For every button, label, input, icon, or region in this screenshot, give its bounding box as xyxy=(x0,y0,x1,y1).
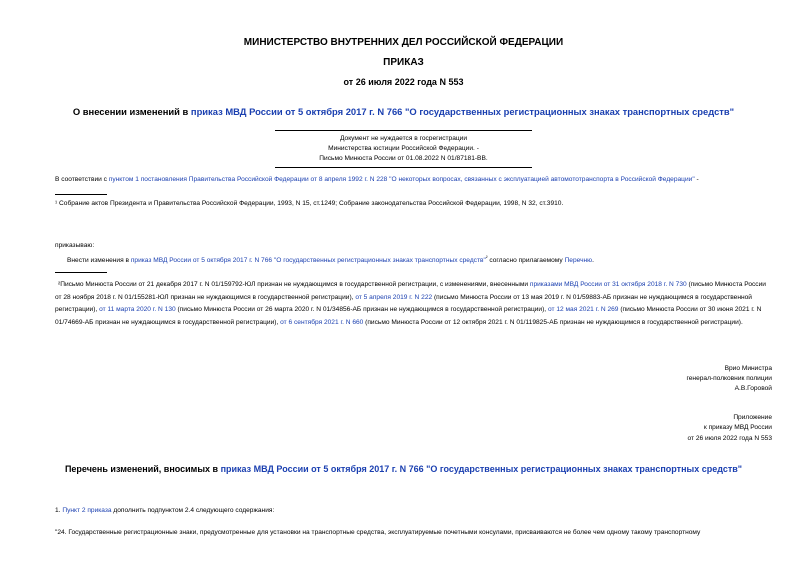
order-prefix: Внести изменения в xyxy=(67,257,131,265)
item1-link-1[interactable]: Пункт 2 xyxy=(62,507,86,514)
footnote2-text-5: (письмо Минюста России от 30 июня 2021 г. N 01/74669-АБ признан не нуждающимся в государственной регистрации), xyxy=(55,306,762,326)
appendix-ref: к приказу МВД России xyxy=(703,424,772,431)
registration-note-line-1: Документ не нуждается в госрегистрации xyxy=(339,135,468,142)
footnote2-text-4: (письмо Минюста России от 26 марта 2020 г. N 01/34856-АБ признан не нуждающимся в государственной регистрации), xyxy=(175,306,548,313)
document-title xyxy=(0,106,807,117)
order-marker: ² xyxy=(485,255,488,261)
item1-link-2[interactable]: приказа xyxy=(87,507,112,514)
document-type: ПРИКАЗ xyxy=(383,57,424,68)
signature-position: Врио Министра xyxy=(724,365,772,372)
order-middle: согласно прилагаемому xyxy=(487,257,565,265)
list-title-link[interactable]: приказ МВД России от 5 октября 2017 г. N 766 "О государственных регистрационных знаках транспортных средств" xyxy=(220,464,743,474)
registration-note-line-3: Письмо Минюста России от 01.08.2022 N 01/87181-ВВ. xyxy=(319,155,488,162)
footnote2-link-4[interactable]: от 12 мая 2021 г. N 269 xyxy=(547,306,619,313)
order-link-2[interactable]: Перечню xyxy=(564,257,593,265)
item1-suffix: дополнить подпунктом 2.4 следующего содержания: xyxy=(111,507,275,514)
footnote2-marker: ² xyxy=(58,281,61,288)
note-bottom-rule xyxy=(275,167,532,168)
signature-name: А.В.Горовой xyxy=(734,385,772,392)
order-end: . xyxy=(592,257,594,265)
signature-rank: генерал-полковник полиции xyxy=(686,375,772,382)
footnote2-rule xyxy=(55,272,107,273)
footnote1-marker: ¹ xyxy=(55,200,58,207)
note-top-rule xyxy=(275,130,532,131)
order-link-1[interactable]: приказ МВД России от 5 октября 2017 г. N 766 "О государственных регистрационных знаках транспортных средств" xyxy=(130,257,486,265)
footnote2-link-1[interactable]: приказами МВД России от 31 октября 2018 г. N 730 xyxy=(529,281,687,288)
footnote2-link-3[interactable]: от 11 марта 2020 г. N 130 xyxy=(99,306,176,313)
preamble-suffix: - xyxy=(694,176,699,183)
item1-prefix: 1. xyxy=(55,507,63,514)
list-title xyxy=(0,464,807,474)
footnote2-link-2[interactable]: от 5 апреля 2019 г. N 222 xyxy=(355,293,433,301)
ministry-heading: МИНИСТЕРСТВО ВНУТРЕННИХ ДЕЛ РОССИЙСКОЙ ФЕДЕРАЦИИ xyxy=(243,37,564,48)
list-title-prefix: Перечень изменений, вносимых в xyxy=(64,464,221,474)
item-2: "24. Государственные регистрационные знаки, предусмотренные для установки на транспортные средства, эксплуатируемые почетными консулами, присваиваются не более чем одному такому транспортному xyxy=(55,529,701,536)
title-prefix: О внесении изменений в xyxy=(72,106,191,117)
preamble xyxy=(55,175,699,185)
item-1 xyxy=(55,506,274,516)
footnote2-text-3: (письмо Минюста России от 13 мая 2019 г. N 01/59883-АБ признан не нуждающимся в государственной регистрации), xyxy=(55,293,752,313)
footnote-1 xyxy=(55,199,563,209)
preamble-link[interactable]: пунктом 1 постановления Правительства Российской Федерации от 8 апреля 1992 г. N 228 "О некоторых вопросах, связанных с эксплуатацией автомототранспорта в Российской Федерации" xyxy=(108,176,695,183)
appendix-label: Приложение xyxy=(733,414,772,421)
footnote2-text-2: (письмо Минюста России от 28 ноября 2018 г. N 01/155281-ЮЛ признан не нуждающимся в государственной регистрации), xyxy=(55,281,766,301)
footnote1-rule xyxy=(55,194,107,195)
order-text xyxy=(67,254,594,266)
registration-note-line-2: Министерства юстиции Российской Федерации. - xyxy=(328,145,479,152)
appendix-date: от 26 июля 2022 года N 553 xyxy=(687,435,772,442)
footnote2-text-1: Письмо Минюста России от 21 декабря 2017 г. N 01/159792-ЮЛ признан не нуждающимся в государственной регистрации, с изменениями, внесенными xyxy=(60,281,530,288)
footnote1-text: Собрание актов Президента и Правительства Российской Федерации, 1993, N 15, ст.1249; Собрание законодательства Российской Федерации, 1998, N 32, ст.3910. xyxy=(59,200,564,207)
footnote2-text-6: (письмо Минюста России от 12 октября 2021 г. N 01/119825-АБ признан не нуждающимся в государственной регистрации). xyxy=(363,318,743,326)
document-date-number: от 26 июля 2022 года N 553 xyxy=(343,77,464,87)
title-link[interactable]: приказ МВД России от 5 октября 2017 г. N 766 "О государственных регистрационных знаках транспортных средств" xyxy=(190,106,735,117)
preamble-prefix: В соответствии с xyxy=(55,176,109,183)
order-verb: приказываю: xyxy=(55,242,95,249)
footnote-2 xyxy=(55,279,767,329)
footnote2-link-5[interactable]: от 6 сентября 2021 г. N 660 xyxy=(280,318,364,326)
